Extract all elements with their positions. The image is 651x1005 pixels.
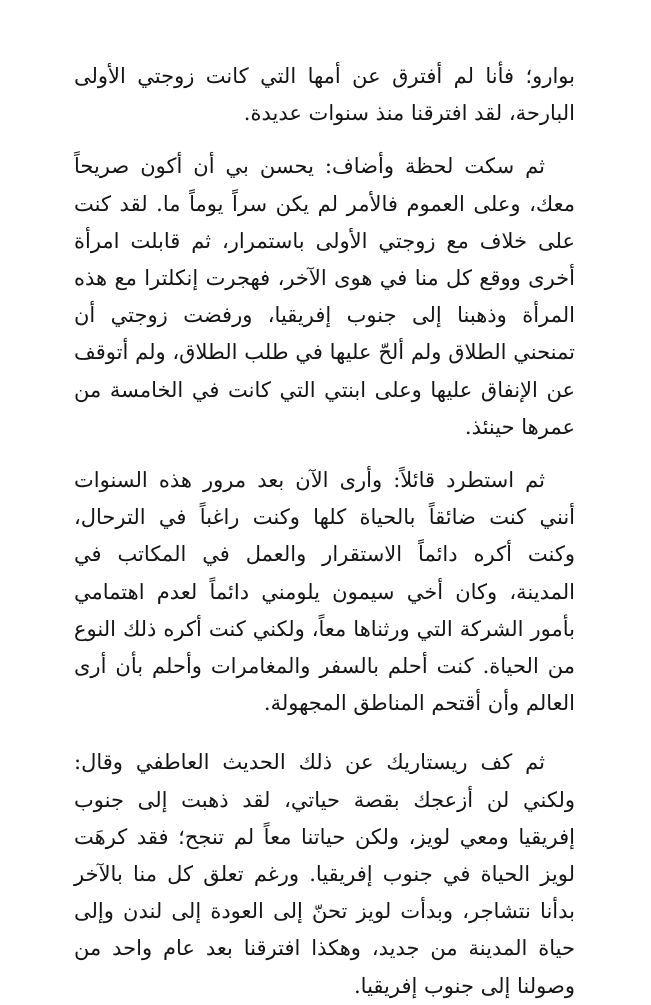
paragraph-2: ثم سكت لحظة وأضاف: يحسن بي أن أكون صريحاً معك، وعلى العموم فالأمر لم يكن سراً يوماً ما. لقد كنت على خلاف مع زوجتي الأولى باستمرار، ثم قابلت امرأة أخرى ووقع كل منا في هوى الآخر، فهجرت إنكلترا مع هذه المرأة وذهبنا إلى جنوب إفريقيا، ورفضت زوجتي أن تمنحني الطلاق ولم ألحّ عليها في طلب الطلاق، ولم أتوقف عن الإنفاق عليها وعلى ابنتي التي كانت في الخامسة من عمرها حينئذ. xyxy=(74,154,575,439)
paragraph-1: بوارو؛ فأنا لم أفترق عن أمها التي كانت زوجتي الأولى البارحة، لقد افترقنا منذ سنوات عديدة. xyxy=(74,64,575,126)
paragraph-3: ثم استطرد قائلاً: وأرى الآن بعد مرور هذه السنوات أنني كنت ضائقاً بالحياة كلها وكنت راغباً في الترحال، وكنت أكره دائماً الاستقرار والعمل في المكاتب في المدينة، وكان أخي سيمون يلومني دائماً لعدم اهتمامي بأمور الشركة التي ورثناها معاً، ولكني كنت أكره ذلك النوع من الحياة. كنت أحلم بالسفر والمغامرات وأحلم بأن أرى العالم وأن أقتحم المناطق المجهولة. xyxy=(74,468,575,716)
paragraph-4: ثم كف ريستاريك عن ذلك الحديث العاطفي وقال: ولكني لن أزعجك بقصة حياتي، لقد ذهبت إلى جنوب إفريقيا ومعي لويز، ولكن حياتنا معاً لم تنجح؛ فقد كرهَت لويز الحياة في جنوب إفريقيا. ورغم تعلق كل منا بالآخر بدأنا نتشاجر، وبدأت لويز تحنّ إلى العودة إلى لندن وإلى حياة المدينة من جديد، وهكذا افترقنا بعد عام واحد من وصولنا إلى جنوب إفريقيا. xyxy=(74,750,575,998)
